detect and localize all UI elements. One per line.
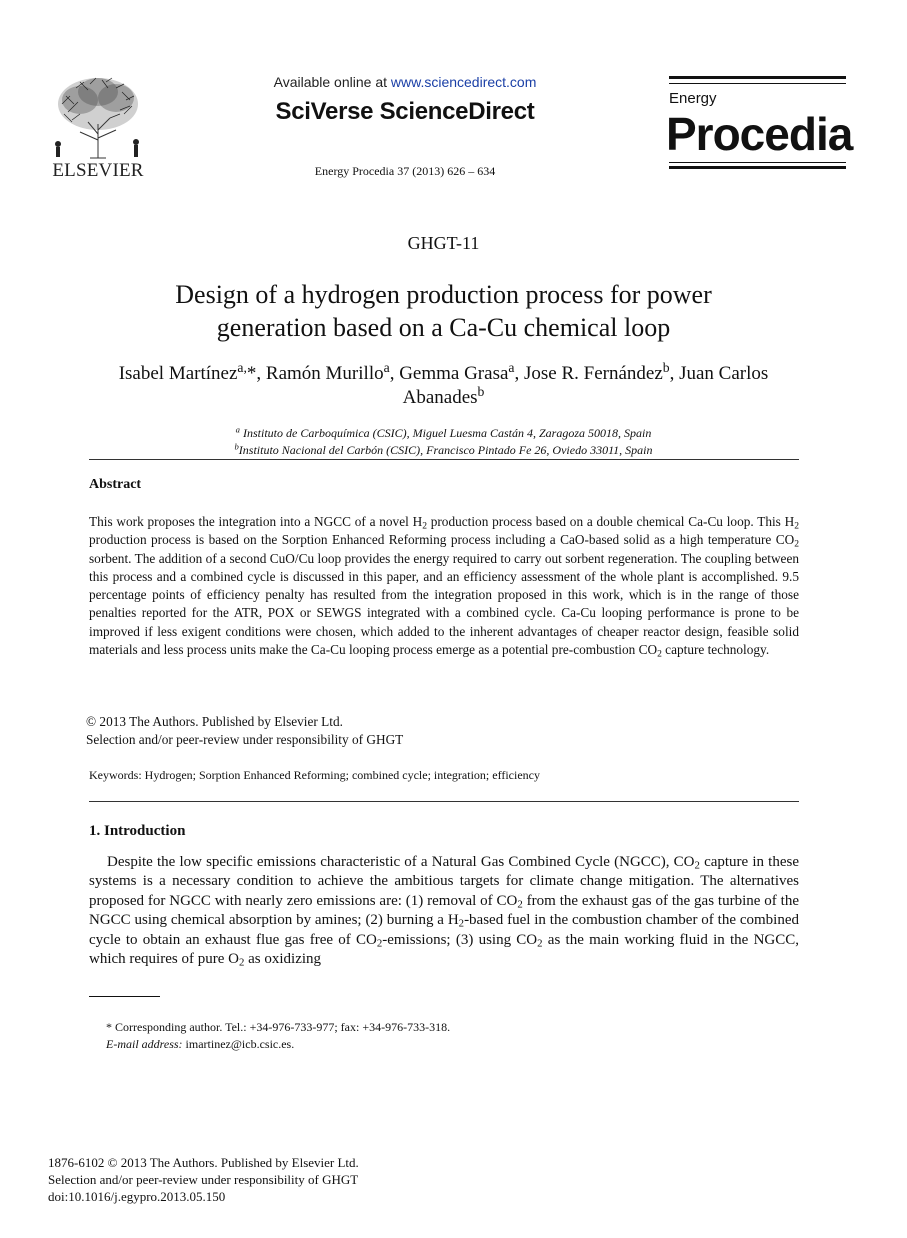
intro-fragment: Despite the low specific emissions characteristic of a Natural Gas Combined Cycle (NGCC), CO bbox=[107, 854, 695, 870]
abstract-fragment: This work proposes the integration into a NGCC of a novel H bbox=[89, 514, 423, 529]
platform-logo: SciVerse ScienceDirect bbox=[275, 98, 535, 125]
intro-fragment: capture in these systems is a necessary condition to achieve the ambitious targets for climate change mitigation. The alternatives proposed for NGCC with nearly zero emissions are: (1) removal of CO bbox=[89, 854, 799, 909]
author-affil-mark: b bbox=[662, 360, 670, 376]
publication-info bbox=[48, 1154, 648, 1205]
section-divider bbox=[89, 801, 799, 802]
issn-line: 1876-6102 © 2013 The Authors. Published by Elsevier Ltd. bbox=[48, 1155, 359, 1170]
copyright-notice bbox=[86, 713, 586, 749]
journal-logo-rule bbox=[669, 83, 846, 84]
subscript: 2 bbox=[537, 937, 543, 950]
author-affil-mark: b bbox=[477, 384, 485, 400]
title-line: generation based on a Ca-Cu chemical loop bbox=[216, 313, 671, 342]
author-affil-mark: a bbox=[508, 360, 515, 376]
introduction-text bbox=[89, 853, 799, 969]
affiliation-text: Instituto Nacional del Carbón (CSIC), Francisco Pintado Fe 26, Oviedo 33011, Spain bbox=[238, 443, 653, 457]
abstract-fragment: sorbent. The addition of a second CuO/Cu loop provides the energy required to carry out sorbent regeneration. The coupling between this process and a combined cycle is discussed in this paper, and an efficiency assessment of the whole plant is accomplished. 9.5 percentage points of efficiency penalty has resulted from the integration proposed in this work, which is in the range of those penalties reported for the ATR, POX or SEWGS integrated with a combined cycle. Ca-Cu looping performance is prone to be improved if less exigent conditions were chosen, which added to the inherent advantages of cheaper reactor design, feasible solid materials and less process units make the Ca-Cu looping process emerge as a potential pre-combustion CO bbox=[89, 550, 799, 658]
author-separator: , bbox=[389, 363, 400, 384]
affiliation-mark: a bbox=[235, 424, 240, 435]
sciencedirect-link[interactable]: www.sciencedirect.com bbox=[390, 74, 537, 90]
author-affil-mark: a bbox=[383, 360, 390, 376]
subscript: 2 bbox=[694, 859, 700, 872]
abstract-fragment: production process is based on the Sorption Enhanced Reforming process including a CaO-based solid as a high temperature CO bbox=[89, 532, 795, 548]
subscript: 2 bbox=[657, 648, 662, 660]
intro-fragment: -based fuel in the combustion chamber of the combined cycle to obtain an exhaust flue gas free of CO bbox=[89, 912, 799, 948]
abstract-text bbox=[89, 513, 799, 659]
affiliations bbox=[90, 425, 797, 459]
author-name: Juan Carlos Abanades bbox=[402, 363, 769, 408]
footnote-rule bbox=[89, 996, 160, 997]
journal-logo-title: Procedia bbox=[666, 108, 853, 160]
paper-title bbox=[110, 278, 777, 344]
journal-logo-rule bbox=[669, 166, 846, 169]
affiliation-item bbox=[90, 442, 797, 459]
author-name: Gemma Grasa bbox=[399, 363, 509, 384]
copyright-line: © 2013 The Authors. Published by Elsevier Ltd. bbox=[86, 714, 343, 729]
tree-icon bbox=[50, 74, 146, 160]
review-line: Selection and/or peer-review under responsibility of GHGT bbox=[48, 1172, 359, 1187]
subscript: 2 bbox=[794, 538, 799, 550]
title-line: Design of a hydrogen production process for power bbox=[175, 280, 712, 309]
subscript: 2 bbox=[376, 937, 383, 950]
subscript: 2 bbox=[458, 917, 465, 930]
intro-fragment: -emissions; (3) using CO bbox=[382, 931, 538, 948]
abstract-fragment: production process based on a double chemical Ca-Cu loop. This H bbox=[426, 514, 795, 529]
affiliation-mark: b bbox=[234, 441, 239, 452]
subscript: 2 bbox=[517, 898, 523, 911]
availability-line bbox=[180, 74, 630, 90]
section-divider bbox=[89, 459, 799, 460]
author-list bbox=[90, 362, 797, 410]
conference-name: GHGT-11 bbox=[407, 233, 480, 253]
copyright-line: Selection and/or peer-review under responsibility of GHGT bbox=[86, 732, 404, 747]
keywords: Keywords: Hydrogen; Sorption Enhanced Reforming; combined cycle; integration; efficiency bbox=[89, 768, 540, 782]
corresponding-mark: * bbox=[246, 363, 257, 384]
affiliation-text: Instituto de Carboquímica (CSIC), Miguel Luesma Castán 4, Zaragoza 50018, Spain bbox=[239, 426, 652, 440]
journal-logo-rule bbox=[669, 76, 846, 79]
author-affil-mark: a, bbox=[237, 360, 247, 376]
affiliation-item bbox=[90, 425, 797, 442]
author-name: Isabel Martínez bbox=[118, 363, 238, 384]
author-name: Ramón Murillo bbox=[265, 363, 384, 384]
email-address[interactable]: imartinez@icb.csic.es. bbox=[182, 1037, 295, 1051]
intro-fragment: as the main working fluid in the NGCC, which requires of pure O bbox=[89, 931, 800, 968]
doi-line[interactable]: doi:10.1016/j.egypro.2013.05.150 bbox=[48, 1189, 226, 1204]
author-separator: , bbox=[514, 363, 524, 384]
journal-reference: Energy Procedia 37 (2013) 626 – 634 bbox=[314, 164, 496, 178]
intro-fragment: as oxidizing bbox=[244, 951, 322, 968]
footnote bbox=[106, 1019, 796, 1053]
corresponding-author-note: * Corresponding author. Tel.: +34-976-733-977; fax: +34-976-733-318. bbox=[106, 1020, 451, 1034]
introduction-heading: 1. Introduction bbox=[89, 823, 186, 839]
intro-fragment: from the exhaust gas of the gas turbine of the NGCC using chemical absorption by amines; (2) burning a H bbox=[89, 892, 799, 929]
abstract-fragment: capture technology. bbox=[661, 642, 770, 658]
author-separator: , bbox=[669, 363, 680, 384]
elsevier-wordmark: ELSEVIER bbox=[52, 160, 144, 181]
abstract-heading: Abstract bbox=[89, 477, 142, 492]
email-label: E-mail address: bbox=[106, 1037, 183, 1051]
journal-logo-subtitle: Energy bbox=[669, 90, 717, 107]
journal-logo-rule bbox=[669, 162, 846, 163]
author-name: Jose R. Fernández bbox=[523, 363, 663, 384]
subscript: 2 bbox=[422, 520, 427, 532]
author-separator: , bbox=[256, 363, 266, 384]
email-line bbox=[106, 1036, 796, 1053]
subscript: 2 bbox=[238, 956, 245, 969]
available-prefix: Available online at bbox=[273, 74, 391, 90]
subscript: 2 bbox=[794, 520, 800, 532]
